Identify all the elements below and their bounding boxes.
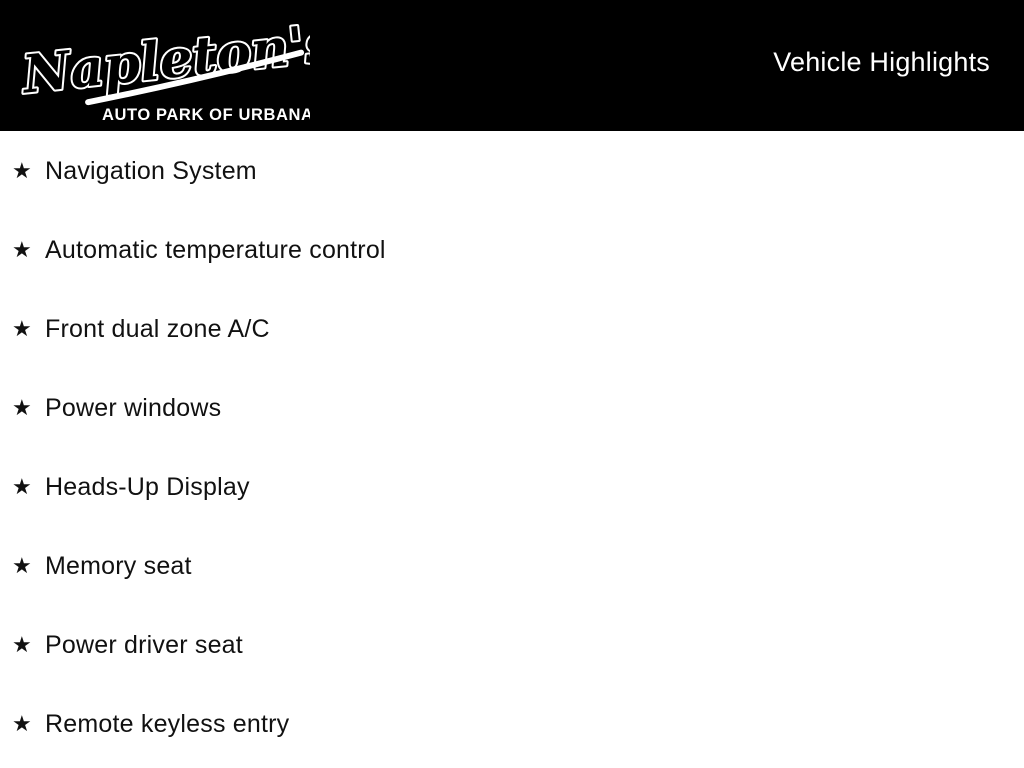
list-item xyxy=(0,685,1024,764)
feature-label: Remote keyless entry xyxy=(45,710,290,738)
highlights-list xyxy=(0,131,1024,768)
star-icon: ★ xyxy=(12,710,32,736)
logo-tagline-text: AUTO PARK OF URBANA xyxy=(102,105,310,124)
list-item xyxy=(0,527,1024,606)
feature-label: Heads-Up Display xyxy=(45,473,250,501)
feature-label: Navigation System xyxy=(45,157,257,185)
page-title: Vehicle Highlights xyxy=(773,47,990,77)
header-bar xyxy=(0,0,1024,131)
list-item xyxy=(0,606,1024,685)
feature-label: Automatic temperature control xyxy=(45,236,386,264)
star-icon: ★ xyxy=(12,236,32,262)
star-icon: ★ xyxy=(12,552,32,578)
star-icon: ★ xyxy=(12,315,32,341)
feature-label: Power windows xyxy=(45,394,222,422)
feature-label: Front dual zone A/C xyxy=(45,315,270,343)
star-icon: ★ xyxy=(12,631,32,657)
star-icon: ★ xyxy=(12,394,32,420)
list-item xyxy=(0,369,1024,448)
logo-script-text: Napleton's xyxy=(19,11,310,106)
dealer-logo xyxy=(18,4,310,128)
list-item xyxy=(0,290,1024,369)
feature-label: Memory seat xyxy=(45,552,192,580)
list-item xyxy=(0,211,1024,290)
star-icon: ★ xyxy=(12,473,32,499)
list-item xyxy=(0,448,1024,527)
list-item xyxy=(0,132,1024,211)
star-icon: ★ xyxy=(12,157,32,183)
napletons-logo-graphic xyxy=(18,4,310,128)
feature-label: Power driver seat xyxy=(45,631,243,659)
